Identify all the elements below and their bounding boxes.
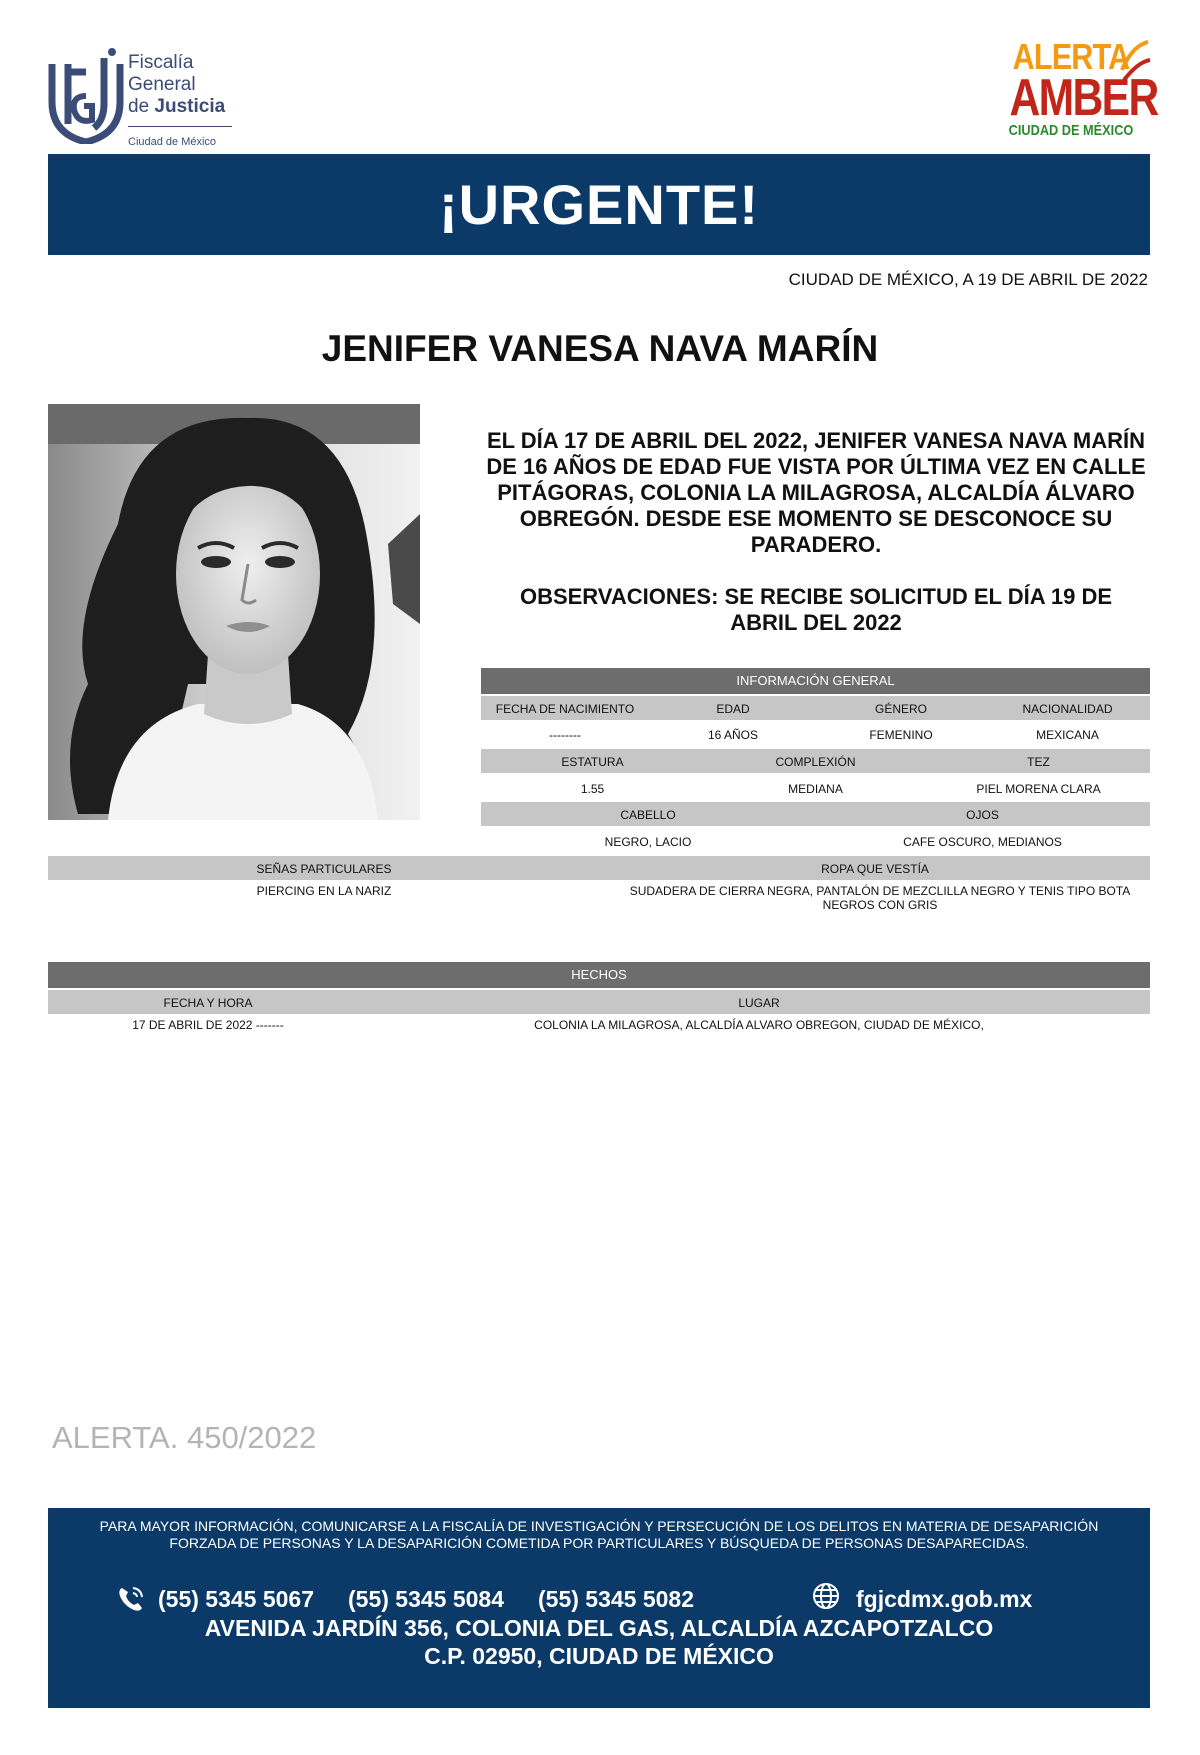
place-value: COLONIA LA MILAGROSA, ALCALDÍA ALVARO OBREGON, CIUDAD DE MÉXICO, <box>534 1018 984 1032</box>
urgent-banner: ¡URGENTE! <box>48 154 1150 255</box>
build-value: MEDIANA <box>788 782 843 796</box>
amber-line-1: ALERTA <box>1012 36 1130 77</box>
place-header: LUGAR <box>738 996 780 1010</box>
org-line-3-prefix: de <box>128 96 155 117</box>
org-line-1: Fiscalía <box>128 52 194 73</box>
info-general-header: INFORMACIÓN GENERAL <box>481 668 1150 694</box>
amber-line-2: AMBER <box>1009 69 1158 127</box>
website-link[interactable]: fgjcdmx.gob.mx <box>856 1586 1033 1612</box>
clothing-header: ROPA QUE VESTÍA <box>821 862 929 876</box>
marks-header: SEÑAS PARTICULARES <box>256 862 392 876</box>
complexion-header: TEZ <box>1027 755 1050 769</box>
age-header: EDAD <box>716 702 750 716</box>
observations: OBSERVACIONES: SE RECIBE SOLICITUD EL DÍA 19 DE ABRIL DEL 2022 <box>519 584 1113 635</box>
footer-info: PARA MAYOR INFORMACIÓN, COMUNICARSE A LA FISCALÍA DE INVESTIGACIÓN Y PERSECUCIÓN DE LOS DELITOS EN MATERIA DE DESAPARICIÓN FORZADA DE PERSONAS Y LA DESAPARICIÓN COMETIDA POR PARTICULARES Y BÚSQUEDA DE PERSONAS DESAPARECIDAS. <box>99 1518 1099 1551</box>
amber-horn-icon <box>1118 40 1152 90</box>
org-line-2: General <box>128 74 196 95</box>
org-city: Ciudad de México <box>128 126 232 153</box>
birthdate-value: -------- <box>549 728 581 742</box>
height-value: 1.55 <box>580 782 605 796</box>
complexion-value: PIEL MORENA CLARA <box>976 782 1101 796</box>
hair-value: NEGRO, LACIO <box>604 835 692 849</box>
height-header: ESTATURA <box>561 755 624 769</box>
eyes-value: CAFE OSCURO, MEDIANOS <box>903 835 1062 849</box>
missing-person-photo <box>48 404 420 820</box>
date-time-value: 17 DE ABRIL DE 2022 ------- <box>132 1018 284 1032</box>
eyes-header: OJOS <box>966 808 999 822</box>
hechos-header: HECHOS <box>48 962 1150 988</box>
phone-1[interactable]: (55) 5345 5067 <box>158 1586 315 1612</box>
hair-header: CABELLO <box>620 808 676 822</box>
nationality-header: NACIONALIDAD <box>1022 702 1113 716</box>
contact-footer <box>48 1508 1150 1708</box>
fgj-logo <box>46 44 126 144</box>
clothing-value: SUDADERA DE CIERRA NEGRA, PANTALÓN DE MEZCLILLA NEGRO Y TENIS TIPO BOTA NEGROS CON GRIS <box>629 884 1131 912</box>
age-value: 16 AÑOS <box>707 728 759 742</box>
alert-number: ALERTA. 450/2022 <box>52 1420 317 1455</box>
gender-header: GÉNERO <box>874 702 927 716</box>
nationality-value: MEXICANA <box>1036 728 1099 742</box>
org-line-3 <box>128 96 338 118</box>
org-line-3-bold: Justicia <box>154 96 226 117</box>
footer-address <box>48 1614 1150 1670</box>
amber-line-3: CIUDAD DE MÉXICO <box>1008 122 1134 139</box>
person-name: JENIFER VANESA NAVA MARÍN <box>321 328 879 369</box>
build-header: COMPLEXIÓN <box>775 755 856 769</box>
phone-2[interactable]: (55) 5345 5084 <box>348 1586 505 1612</box>
birthdate-header: FECHA DE NACIMIENTO <box>495 702 635 716</box>
globe-icon <box>810 1580 842 1612</box>
marks-value: PIERCING EN LA NARIZ <box>256 884 392 898</box>
phone-icon <box>116 1584 146 1614</box>
date-time-header: FECHA Y HORA <box>163 996 253 1010</box>
case-narrative: EL DÍA 17 DE ABRIL DEL 2022, JENIFER VANESA NAVA MARÍN DE 16 AÑOS DE EDAD FUE VISTA POR ÚLTIMA VEZ EN CALLE PITÁGORAS, COLONIA LA MILAGROSA, ALCALDÍA ÁLVARO OBREGÓN. DESDE ESE MOMENTO SE DESCONOCE SU PARADERO. <box>486 428 1146 557</box>
address-line-1: AVENIDA JARDÍN 356, COLONIA DEL GAS, ALCALDÍA AZCAPOTZALCO <box>204 1615 994 1641</box>
date-location-line: CIUDAD DE MÉXICO, A 19 DE ABRIL DE 2022 <box>788 270 1148 289</box>
phone-3[interactable]: (55) 5345 5082 <box>538 1586 695 1612</box>
address-line-2: C.P. 02950, CIUDAD DE MÉXICO <box>424 1643 774 1669</box>
fgj-org-name <box>128 52 338 153</box>
gender-value: FEMENINO <box>869 728 933 742</box>
